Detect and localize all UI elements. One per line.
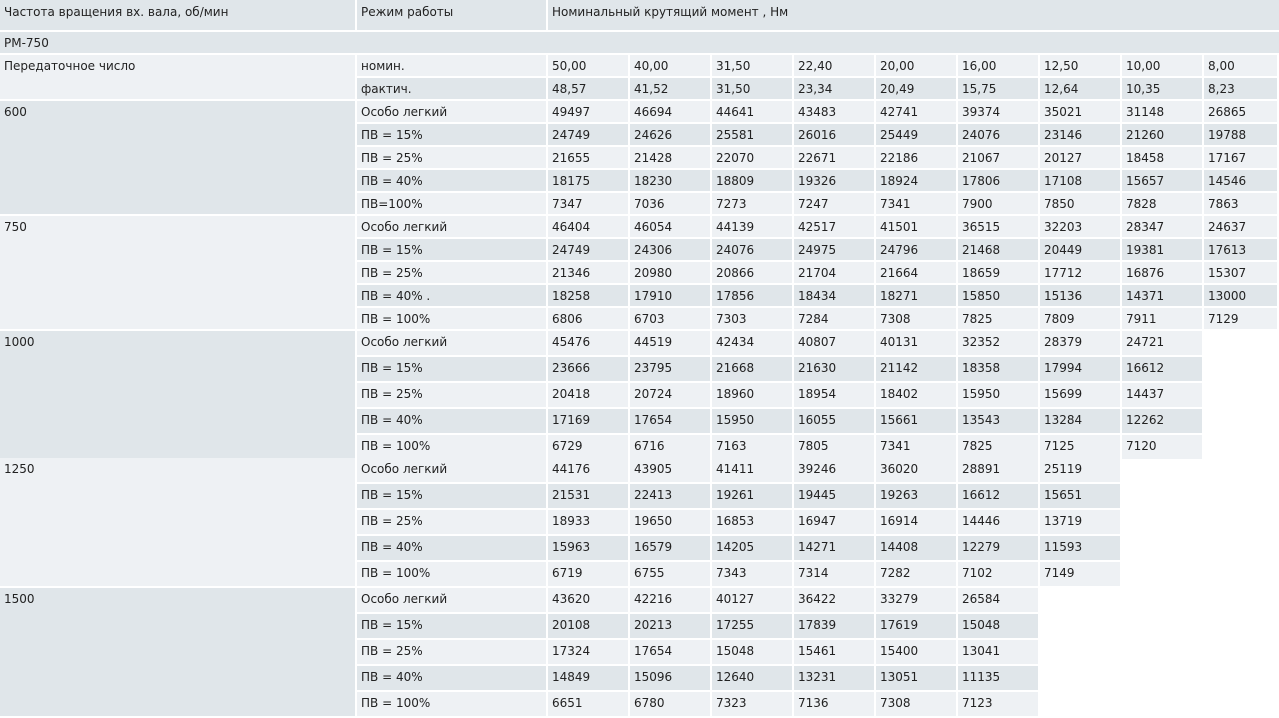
torque-value: 21704 bbox=[794, 262, 874, 283]
torque-value: 18933 bbox=[548, 510, 628, 534]
torque-value: 46694 bbox=[630, 101, 710, 122]
torque-value: 7282 bbox=[876, 562, 956, 586]
torque-value: 20866 bbox=[712, 262, 792, 283]
torque-value: 15400 bbox=[876, 640, 956, 664]
ratio-actual-label: фактич. bbox=[357, 78, 546, 99]
torque-value: 39374 bbox=[958, 101, 1038, 122]
torque-value: 25581 bbox=[712, 124, 792, 145]
torque-value: 14205 bbox=[712, 536, 792, 560]
torque-value: 44641 bbox=[712, 101, 792, 122]
ratio-nominal-value: 10,00 bbox=[1122, 55, 1202, 76]
torque-value: 44139 bbox=[712, 216, 792, 237]
torque-value: 7129 bbox=[1204, 308, 1277, 329]
torque-value: 17324 bbox=[548, 640, 628, 664]
torque-value: 42741 bbox=[876, 101, 956, 122]
ratio-nominal-value: 50,00 bbox=[548, 55, 628, 76]
torque-value: 17108 bbox=[1040, 170, 1120, 191]
torque-value: 12262 bbox=[1122, 409, 1202, 433]
torque-value: 15850 bbox=[958, 285, 1038, 306]
torque-value: 46404 bbox=[548, 216, 628, 237]
mode-cell: Особо легкий bbox=[357, 458, 546, 482]
mode-cell: ПВ = 15% bbox=[357, 124, 546, 145]
mode-cell: ПВ = 40% bbox=[357, 666, 546, 690]
torque-value: 13041 bbox=[958, 640, 1038, 664]
torque-value: 16612 bbox=[1122, 357, 1202, 381]
mode-cell: Особо легкий bbox=[357, 101, 546, 122]
torque-value: 7863 bbox=[1204, 193, 1277, 214]
torque-value: 17169 bbox=[548, 409, 628, 433]
torque-value: 16055 bbox=[794, 409, 874, 433]
torque-value: 14271 bbox=[794, 536, 874, 560]
torque-value: 17167 bbox=[1204, 147, 1277, 168]
torque-value: 17712 bbox=[1040, 262, 1120, 283]
torque-value: 14437 bbox=[1122, 383, 1202, 407]
ratio-actual-value: 8,23 bbox=[1204, 78, 1277, 99]
mode-cell: ПВ = 100% bbox=[357, 435, 546, 459]
torque-value: 19261 bbox=[712, 484, 792, 508]
ratio-actual-value: 31,50 bbox=[712, 78, 792, 99]
torque-value: 35021 bbox=[1040, 101, 1120, 122]
torque-value: 24796 bbox=[876, 239, 956, 260]
torque-value: 14371 bbox=[1122, 285, 1202, 306]
torque-value: 13543 bbox=[958, 409, 1038, 433]
torque-value: 18924 bbox=[876, 170, 956, 191]
torque-value: 22070 bbox=[712, 147, 792, 168]
torque-value: 43620 bbox=[548, 588, 628, 612]
torque-value: 15661 bbox=[876, 409, 956, 433]
mode-cell: ПВ = 25% bbox=[357, 147, 546, 168]
speed-cell: 600 bbox=[0, 101, 355, 214]
torque-value: 7284 bbox=[794, 308, 874, 329]
torque-value: 15048 bbox=[712, 640, 792, 664]
mode-cell: ПВ = 25% bbox=[357, 510, 546, 534]
torque-value: 16579 bbox=[630, 536, 710, 560]
torque-value: 31148 bbox=[1122, 101, 1202, 122]
torque-value: 17910 bbox=[630, 285, 710, 306]
torque-value: 7120 bbox=[1122, 435, 1202, 459]
torque-value: 17994 bbox=[1040, 357, 1120, 381]
torque-value: 7809 bbox=[1040, 308, 1120, 329]
torque-value: 18230 bbox=[630, 170, 710, 191]
torque-value: 15096 bbox=[630, 666, 710, 690]
torque-value: 24626 bbox=[630, 124, 710, 145]
torque-value: 17613 bbox=[1204, 239, 1277, 260]
torque-value: 7828 bbox=[1122, 193, 1202, 214]
torque-value: 6719 bbox=[548, 562, 628, 586]
torque-value: 24721 bbox=[1122, 331, 1202, 355]
torque-value: 21067 bbox=[958, 147, 1038, 168]
torque-value: 16947 bbox=[794, 510, 874, 534]
torque-value: 17806 bbox=[958, 170, 1038, 191]
torque-value: 7347 bbox=[548, 193, 628, 214]
torque-value: 20127 bbox=[1040, 147, 1120, 168]
torque-value: 21468 bbox=[958, 239, 1038, 260]
mode-cell: ПВ = 100% bbox=[357, 692, 546, 716]
torque-value: 7850 bbox=[1040, 193, 1120, 214]
torque-value: 7825 bbox=[958, 435, 1038, 459]
torque-value: 7805 bbox=[794, 435, 874, 459]
ratio-nominal-label: номин. bbox=[357, 55, 546, 76]
ratio-nominal-value: 12,50 bbox=[1040, 55, 1120, 76]
torque-value: 24749 bbox=[548, 239, 628, 260]
torque-value: 18175 bbox=[548, 170, 628, 191]
mode-cell: ПВ = 15% bbox=[357, 239, 546, 260]
torque-value: 26865 bbox=[1204, 101, 1277, 122]
torque-value: 40127 bbox=[712, 588, 792, 612]
torque-value: 24975 bbox=[794, 239, 874, 260]
torque-value: 28891 bbox=[958, 458, 1038, 482]
mode-cell: ПВ = 25% bbox=[357, 383, 546, 407]
torque-value: 22186 bbox=[876, 147, 956, 168]
torque-value: 16914 bbox=[876, 510, 956, 534]
header-torque: Номинальный крутящий момент , Нм bbox=[548, 0, 1279, 30]
torque-value: 42517 bbox=[794, 216, 874, 237]
torque-value: 7308 bbox=[876, 692, 956, 716]
mode-cell: ПВ = 100% bbox=[357, 308, 546, 329]
torque-value: 7323 bbox=[712, 692, 792, 716]
ratio-actual-value: 10,35 bbox=[1122, 78, 1202, 99]
torque-value: 23795 bbox=[630, 357, 710, 381]
torque-value: 12640 bbox=[712, 666, 792, 690]
torque-value: 21142 bbox=[876, 357, 956, 381]
mode-cell: ПВ=100% bbox=[357, 193, 546, 214]
torque-value: 7247 bbox=[794, 193, 874, 214]
torque-value: 49497 bbox=[548, 101, 628, 122]
torque-value: 14408 bbox=[876, 536, 956, 560]
torque-value: 18659 bbox=[958, 262, 1038, 283]
torque-value: 36515 bbox=[958, 216, 1038, 237]
torque-value: 21668 bbox=[712, 357, 792, 381]
torque-value: 14546 bbox=[1204, 170, 1277, 191]
torque-value: 24749 bbox=[548, 124, 628, 145]
ratio-nominal-value: 31,50 bbox=[712, 55, 792, 76]
torque-value: 7163 bbox=[712, 435, 792, 459]
ratio-label: Передаточное число bbox=[0, 55, 355, 99]
torque-value: 15950 bbox=[712, 409, 792, 433]
torque-value: 16876 bbox=[1122, 262, 1202, 283]
ratio-actual-value: 20,49 bbox=[876, 78, 956, 99]
ratio-nominal-value: 16,00 bbox=[958, 55, 1038, 76]
torque-value: 20108 bbox=[548, 614, 628, 638]
torque-value: 7825 bbox=[958, 308, 1038, 329]
speed-cell: 1000 bbox=[0, 331, 355, 459]
torque-value: 41411 bbox=[712, 458, 792, 482]
torque-value: 18358 bbox=[958, 357, 1038, 381]
mode-cell: ПВ = 15% bbox=[357, 614, 546, 638]
torque-value: 15651 bbox=[1040, 484, 1120, 508]
torque-value: 7136 bbox=[794, 692, 874, 716]
torque-value: 6716 bbox=[630, 435, 710, 459]
torque-value: 20213 bbox=[630, 614, 710, 638]
torque-value: 20449 bbox=[1040, 239, 1120, 260]
torque-value: 6703 bbox=[630, 308, 710, 329]
torque-value: 28347 bbox=[1122, 216, 1202, 237]
torque-value: 20418 bbox=[548, 383, 628, 407]
mode-cell: ПВ = 25% bbox=[357, 262, 546, 283]
torque-value: 15963 bbox=[548, 536, 628, 560]
torque-value: 18271 bbox=[876, 285, 956, 306]
torque-value: 15136 bbox=[1040, 285, 1120, 306]
torque-value: 19326 bbox=[794, 170, 874, 191]
torque-value: 18258 bbox=[548, 285, 628, 306]
torque-value: 18458 bbox=[1122, 147, 1202, 168]
torque-value: 22671 bbox=[794, 147, 874, 168]
torque-value: 7308 bbox=[876, 308, 956, 329]
torque-value: 26016 bbox=[794, 124, 874, 145]
ratio-nominal-value: 20,00 bbox=[876, 55, 956, 76]
ratio-actual-value: 48,57 bbox=[548, 78, 628, 99]
torque-value: 17856 bbox=[712, 285, 792, 306]
torque-value: 40131 bbox=[876, 331, 956, 355]
torque-value: 18960 bbox=[712, 383, 792, 407]
torque-value: 19650 bbox=[630, 510, 710, 534]
mode-cell: ПВ = 40% bbox=[357, 170, 546, 191]
torque-value: 24637 bbox=[1204, 216, 1277, 237]
torque-value: 15461 bbox=[794, 640, 874, 664]
ratio-actual-value: 41,52 bbox=[630, 78, 710, 99]
torque-value: 18809 bbox=[712, 170, 792, 191]
torque-value: 44176 bbox=[548, 458, 628, 482]
torque-value: 41501 bbox=[876, 216, 956, 237]
torque-value: 13000 bbox=[1204, 285, 1277, 306]
torque-value: 14849 bbox=[548, 666, 628, 690]
torque-value: 7125 bbox=[1040, 435, 1120, 459]
torque-value: 20980 bbox=[630, 262, 710, 283]
torque-value: 7343 bbox=[712, 562, 792, 586]
torque-value: 25449 bbox=[876, 124, 956, 145]
mode-cell: ПВ = 40% bbox=[357, 536, 546, 560]
mode-cell: ПВ = 100% bbox=[357, 562, 546, 586]
torque-value: 20724 bbox=[630, 383, 710, 407]
torque-value: 19381 bbox=[1122, 239, 1202, 260]
ratio-actual-value: 12,64 bbox=[1040, 78, 1120, 99]
torque-value: 17654 bbox=[630, 409, 710, 433]
ratio-nominal-value: 22,40 bbox=[794, 55, 874, 76]
torque-value: 21346 bbox=[548, 262, 628, 283]
speed-cell: 1500 bbox=[0, 588, 355, 716]
torque-value: 21260 bbox=[1122, 124, 1202, 145]
mode-cell: ПВ = 40% . bbox=[357, 285, 546, 306]
torque-value: 6729 bbox=[548, 435, 628, 459]
torque-value: 13231 bbox=[794, 666, 874, 690]
mode-cell: Особо легкий bbox=[357, 331, 546, 355]
torque-value: 18402 bbox=[876, 383, 956, 407]
torque-value: 15048 bbox=[958, 614, 1038, 638]
torque-value: 11135 bbox=[958, 666, 1038, 690]
torque-value: 24076 bbox=[712, 239, 792, 260]
torque-value: 7273 bbox=[712, 193, 792, 214]
torque-value: 16853 bbox=[712, 510, 792, 534]
header-speed: Частота вращения вх. вала, об/мин bbox=[0, 0, 355, 30]
speed-cell: 750 bbox=[0, 216, 355, 329]
ratio-actual-value: 23,34 bbox=[794, 78, 874, 99]
torque-value: 12279 bbox=[958, 536, 1038, 560]
torque-value: 14446 bbox=[958, 510, 1038, 534]
torque-value: 13719 bbox=[1040, 510, 1120, 534]
mode-cell: ПВ = 15% bbox=[357, 357, 546, 381]
torque-value: 24306 bbox=[630, 239, 710, 260]
torque-value: 7036 bbox=[630, 193, 710, 214]
ratio-nominal-value: 40,00 bbox=[630, 55, 710, 76]
torque-value: 21664 bbox=[876, 262, 956, 283]
torque-value: 36422 bbox=[794, 588, 874, 612]
ratio-actual-value: 15,75 bbox=[958, 78, 1038, 99]
torque-value: 44519 bbox=[630, 331, 710, 355]
torque-value: 6651 bbox=[548, 692, 628, 716]
mode-cell: Особо легкий bbox=[357, 216, 546, 237]
mode-cell: ПВ = 25% bbox=[357, 640, 546, 664]
torque-value: 24076 bbox=[958, 124, 1038, 145]
torque-value: 19445 bbox=[794, 484, 874, 508]
torque-value: 32352 bbox=[958, 331, 1038, 355]
torque-value: 7303 bbox=[712, 308, 792, 329]
ratio-nominal-value: 8,00 bbox=[1204, 55, 1277, 76]
torque-value: 40807 bbox=[794, 331, 874, 355]
torque-value: 32203 bbox=[1040, 216, 1120, 237]
speed-cell: 1250 bbox=[0, 458, 355, 586]
torque-value: 22413 bbox=[630, 484, 710, 508]
torque-value: 33279 bbox=[876, 588, 956, 612]
torque-value: 7911 bbox=[1122, 308, 1202, 329]
mode-cell: Особо легкий bbox=[357, 588, 546, 612]
torque-value: 17839 bbox=[794, 614, 874, 638]
torque-value: 46054 bbox=[630, 216, 710, 237]
torque-value: 23666 bbox=[548, 357, 628, 381]
torque-value: 21655 bbox=[548, 147, 628, 168]
torque-value: 36020 bbox=[876, 458, 956, 482]
torque-value: 6755 bbox=[630, 562, 710, 586]
torque-value: 6780 bbox=[630, 692, 710, 716]
torque-value: 13284 bbox=[1040, 409, 1120, 433]
torque-value: 23146 bbox=[1040, 124, 1120, 145]
torque-value: 21630 bbox=[794, 357, 874, 381]
torque-value: 19788 bbox=[1204, 124, 1277, 145]
torque-value: 21428 bbox=[630, 147, 710, 168]
torque-value: 42434 bbox=[712, 331, 792, 355]
torque-value: 7900 bbox=[958, 193, 1038, 214]
torque-value: 7314 bbox=[794, 562, 874, 586]
torque-value: 17654 bbox=[630, 640, 710, 664]
mode-cell: ПВ = 40% bbox=[357, 409, 546, 433]
torque-value: 11593 bbox=[1040, 536, 1120, 560]
torque-value: 43483 bbox=[794, 101, 874, 122]
torque-value: 42216 bbox=[630, 588, 710, 612]
torque-value: 15307 bbox=[1204, 262, 1277, 283]
torque-value: 6806 bbox=[548, 308, 628, 329]
mode-cell: ПВ = 15% bbox=[357, 484, 546, 508]
torque-value: 17255 bbox=[712, 614, 792, 638]
torque-value: 7102 bbox=[958, 562, 1038, 586]
torque-value: 13051 bbox=[876, 666, 956, 690]
torque-value: 18954 bbox=[794, 383, 874, 407]
model-title: РМ-750 bbox=[0, 32, 1279, 53]
torque-value: 15657 bbox=[1122, 170, 1202, 191]
torque-value: 18434 bbox=[794, 285, 874, 306]
torque-value: 45476 bbox=[548, 331, 628, 355]
torque-value: 21531 bbox=[548, 484, 628, 508]
torque-value: 19263 bbox=[876, 484, 956, 508]
header-mode: Режим работы bbox=[357, 0, 546, 30]
torque-value: 7123 bbox=[958, 692, 1038, 716]
torque-value: 26584 bbox=[958, 588, 1038, 612]
torque-value: 43905 bbox=[630, 458, 710, 482]
torque-value: 28379 bbox=[1040, 331, 1120, 355]
torque-value: 39246 bbox=[794, 458, 874, 482]
torque-value: 7341 bbox=[876, 193, 956, 214]
torque-value: 15950 bbox=[958, 383, 1038, 407]
torque-value: 7149 bbox=[1040, 562, 1120, 586]
torque-value: 15699 bbox=[1040, 383, 1120, 407]
torque-value: 16612 bbox=[958, 484, 1038, 508]
torque-value: 17619 bbox=[876, 614, 956, 638]
torque-value: 7341 bbox=[876, 435, 956, 459]
torque-value: 25119 bbox=[1040, 458, 1120, 482]
